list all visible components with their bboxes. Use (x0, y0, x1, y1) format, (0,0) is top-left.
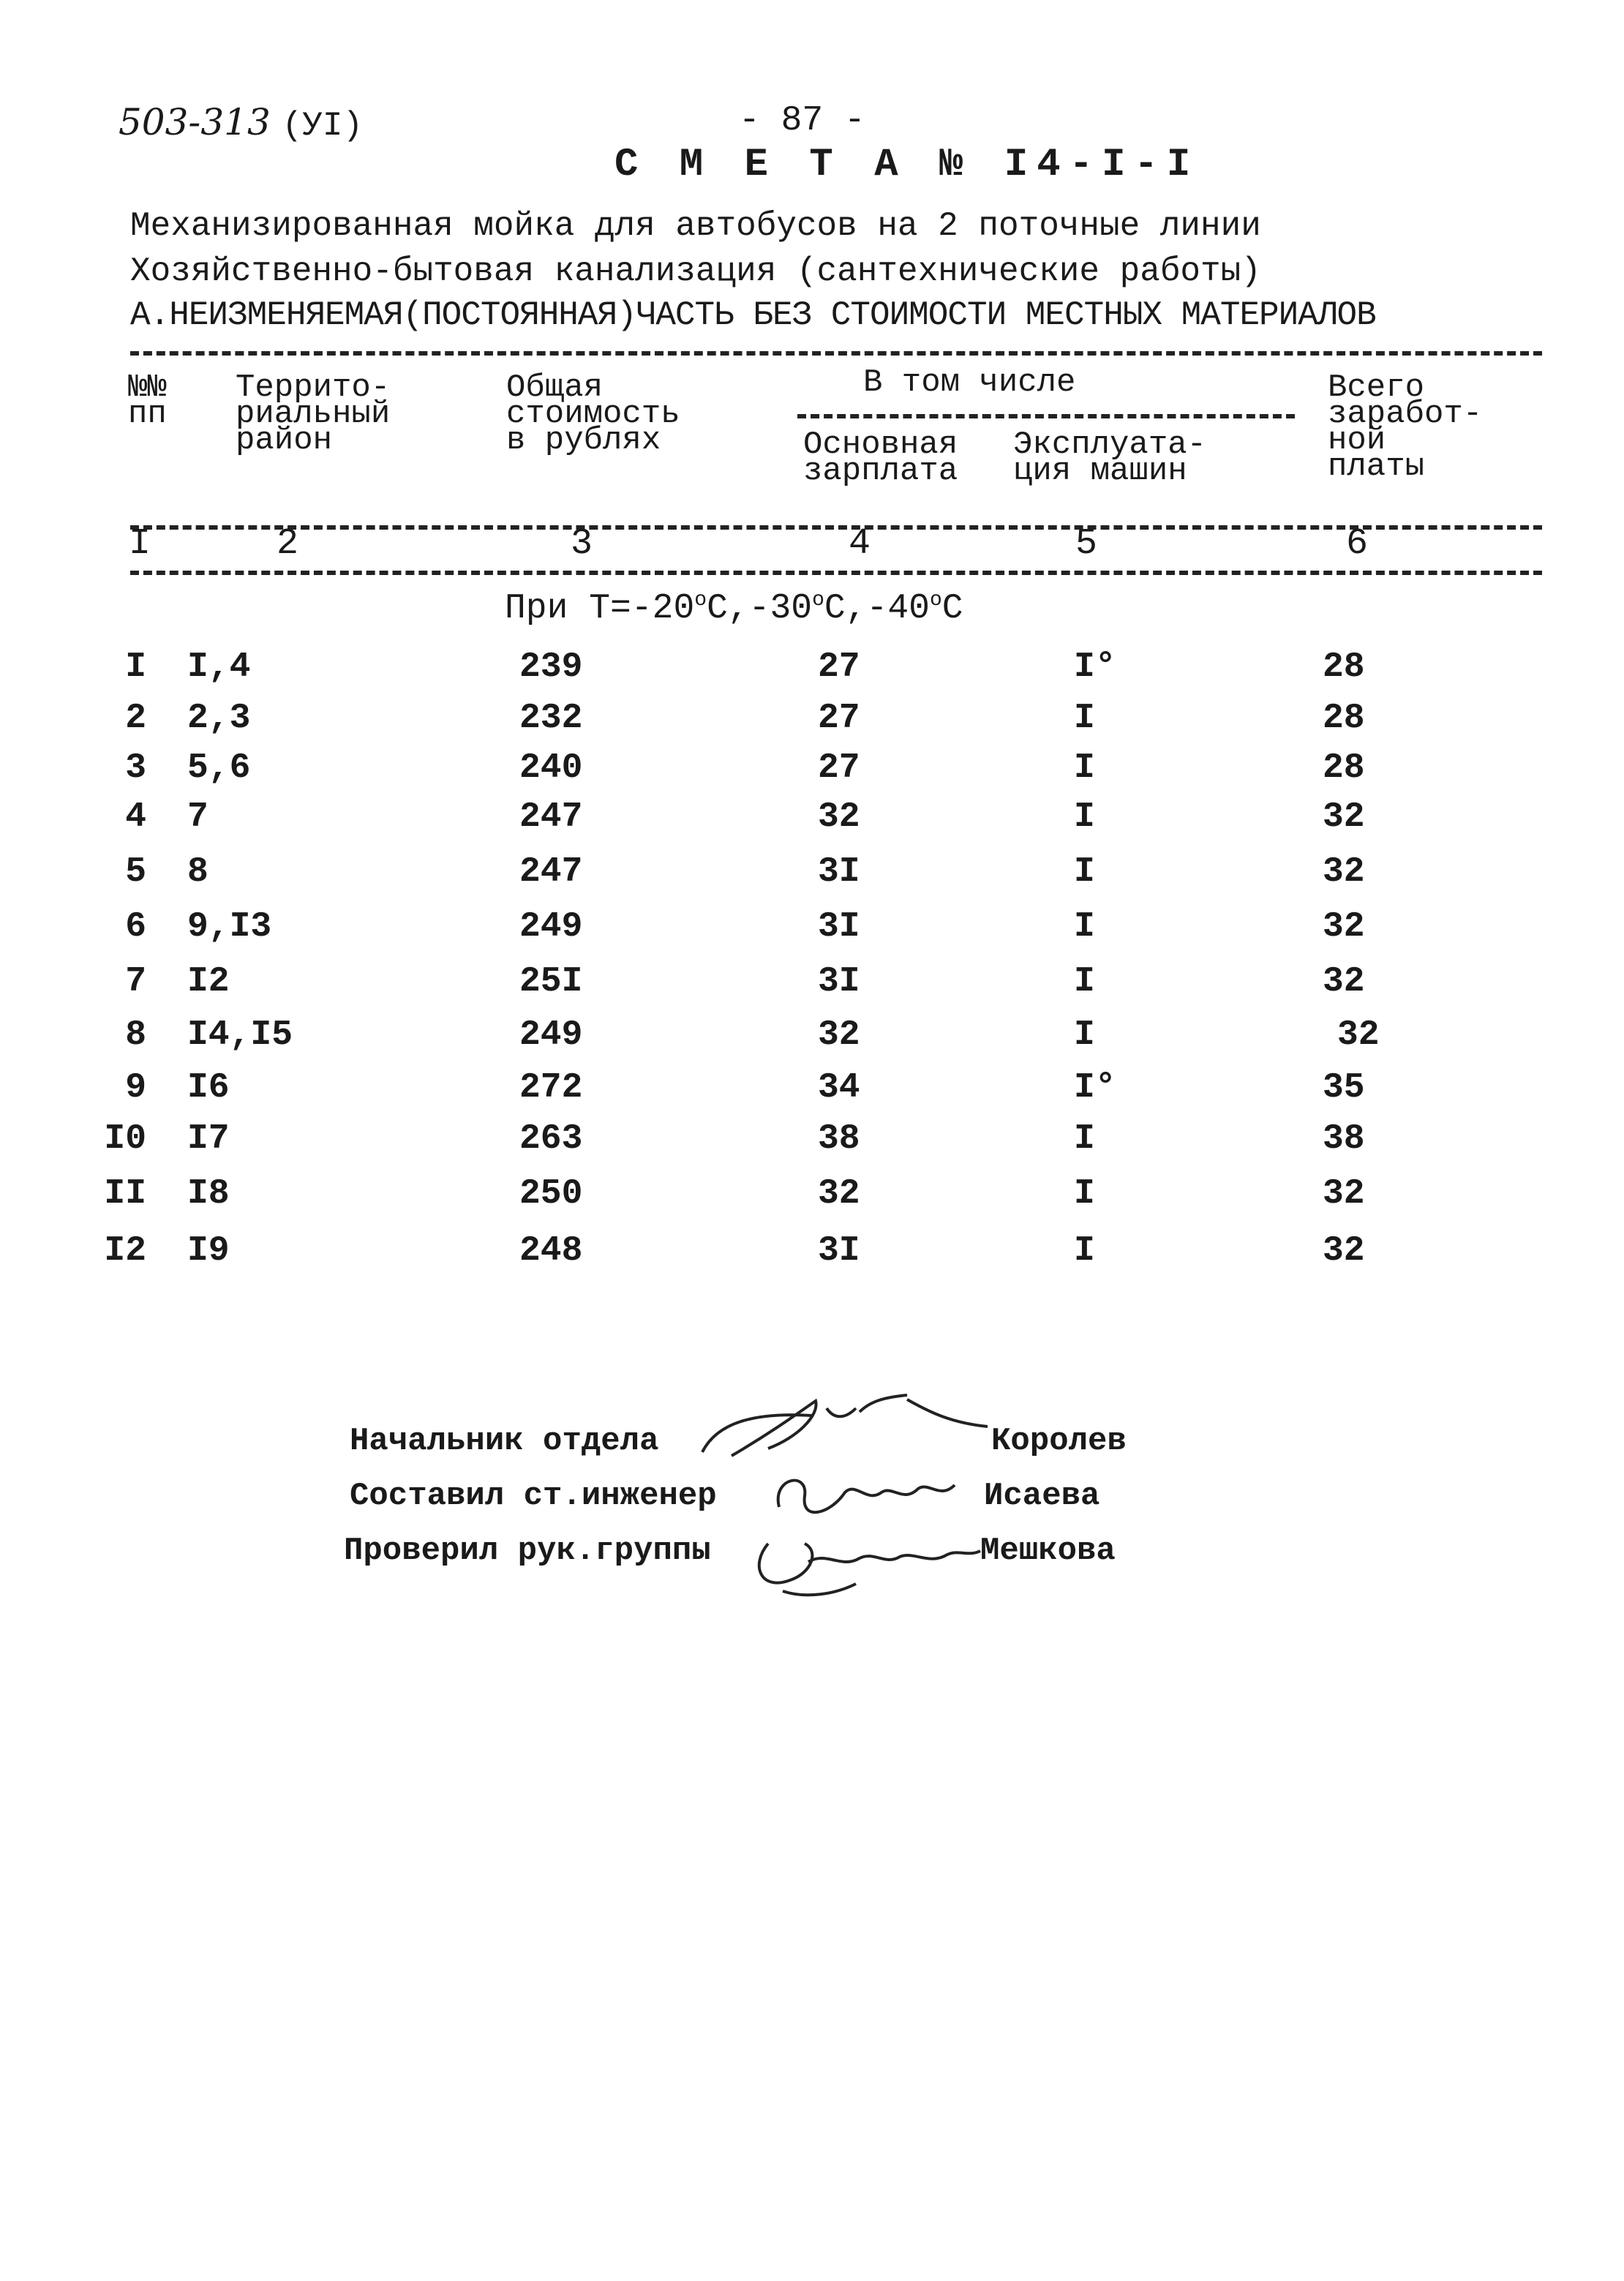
table-row (0, 1174, 1624, 1220)
signature-role-2: Составил ст.инженер (350, 1478, 717, 1514)
row-base-salary: 32 (818, 1015, 860, 1055)
row-machine-operation: I (1074, 907, 1095, 947)
description-line-2: Хозяйственно-бытовая канализация (сантехнические работы) (130, 252, 1261, 290)
row-total-cost: 272 (519, 1068, 583, 1108)
description-line-3: А.НЕИЗМЕНЯЕМАЯ(ПОСТОЯННАЯ)ЧАСТЬ БЕЗ СТОИМОСТИ МЕСТНЫХ МАТЕРИАЛОВ (130, 296, 1376, 334)
row-machine-operation: I (1074, 797, 1095, 837)
row-total-cost: 263 (519, 1119, 583, 1159)
col-number-5: 5 (1075, 523, 1098, 565)
row-territory: I6 (187, 1068, 230, 1108)
header-num: №№ пп (128, 369, 167, 432)
row-machine-operation: I (1074, 1231, 1095, 1271)
col-number-1: I (129, 523, 151, 565)
table-row (0, 852, 1624, 898)
row-base-salary: 3I (818, 852, 860, 892)
document-title: С М Е Т А № I4-I-I (614, 143, 1200, 187)
row-total-wages: 32 (1323, 962, 1365, 1002)
table-row (0, 1231, 1624, 1277)
row-total-cost: 248 (519, 1231, 583, 1271)
table-row (0, 748, 1624, 794)
row-base-salary: 3I (818, 962, 860, 1002)
row-base-salary: 3I (818, 907, 860, 947)
signature-name-3: Мешкова (980, 1533, 1116, 1569)
row-total-cost: 247 (519, 852, 583, 892)
header-base-salary: Основная зарплата (803, 426, 958, 489)
row-machine-operation: I (1074, 1119, 1095, 1159)
row-base-salary: 32 (818, 797, 860, 837)
row-num: 2 (125, 699, 146, 738)
signature-name-1: Королев (991, 1423, 1127, 1459)
row-machine-operation: I (1074, 748, 1095, 788)
row-total-wages: 32 (1323, 852, 1365, 892)
row-num: I (125, 647, 146, 687)
row-territory: 9,I3 (187, 907, 272, 947)
table-row (0, 907, 1624, 952)
row-total-cost: 25I (519, 962, 583, 1002)
header-total-cost: Общая стоимость в рублях (506, 369, 680, 459)
row-num: 4 (125, 797, 146, 837)
header-territory: Террито- риальный район (236, 369, 391, 459)
header-machine-operation: Эксплуата- ция машин (1013, 426, 1207, 489)
signature-scribble-2 (764, 1463, 984, 1529)
row-base-salary: 38 (818, 1119, 860, 1159)
row-machine-operation: I (1074, 1174, 1095, 1214)
col-number-2: 2 (277, 523, 299, 565)
document-code (119, 101, 363, 145)
row-territory: I8 (187, 1174, 230, 1214)
table-row (0, 1119, 1624, 1165)
row-total-wages: 28 (1323, 647, 1365, 687)
col-number-4: 4 (849, 523, 871, 565)
row-territory: I2 (187, 962, 230, 1002)
table-row (0, 1015, 1624, 1061)
row-territory: 5,6 (187, 748, 251, 788)
row-total-cost: 250 (519, 1174, 583, 1214)
row-num: 3 (125, 748, 146, 788)
row-territory: I9 (187, 1231, 230, 1271)
header-including: В том числе (863, 364, 1076, 401)
row-machine-operation: I (1074, 962, 1095, 1002)
row-total-cost: 247 (519, 797, 583, 837)
row-num: I2 (104, 1231, 146, 1271)
row-base-salary: 34 (818, 1068, 860, 1108)
row-machine-operation: I (1074, 699, 1095, 738)
row-num: I0 (104, 1119, 146, 1159)
row-total-wages: 35 (1323, 1068, 1365, 1108)
description-line-1: Механизированная мойка для автобусов на 2 поточные линии (130, 207, 1261, 245)
signature-scribble-3 (739, 1522, 988, 1602)
signature-name-2: Исаева (984, 1478, 1100, 1514)
subheader-rule (797, 414, 1295, 418)
row-num: 5 (125, 852, 146, 892)
table-row (0, 962, 1624, 1007)
header-total-wages: Всего заработ- ной платы (1328, 369, 1483, 485)
row-num: 9 (125, 1068, 146, 1108)
row-total-wages: 32 (1337, 1015, 1380, 1055)
row-base-salary: 32 (818, 1174, 860, 1214)
table-row (0, 647, 1624, 693)
signature-role-1: Начальник отдела (350, 1423, 659, 1459)
row-machine-operation: I (1074, 852, 1095, 892)
colnum-bottom-rule (130, 571, 1542, 575)
row-territory: 2,3 (187, 699, 251, 738)
row-total-cost: 232 (519, 699, 583, 738)
row-total-wages: 32 (1323, 797, 1365, 837)
row-total-cost: 249 (519, 1015, 583, 1055)
row-machine-operation: I (1074, 1015, 1095, 1055)
document-code-version: (УI) (282, 107, 364, 145)
row-total-wages: 28 (1323, 748, 1365, 788)
row-territory: 8 (187, 852, 208, 892)
table-row (0, 1068, 1624, 1113)
row-num: 7 (125, 962, 146, 1002)
row-num: 8 (125, 1015, 146, 1055)
row-base-salary: 27 (818, 748, 860, 788)
row-total-wages: 32 (1323, 1231, 1365, 1271)
col-number-3: 3 (571, 523, 593, 565)
table-row (0, 797, 1624, 843)
row-territory: I,4 (187, 647, 251, 687)
temperature-condition: При $Т=-20^oС,-30^oС,-40^oС$ (505, 589, 963, 628)
row-machine-operation: I° (1074, 647, 1116, 687)
row-total-cost: 240 (519, 748, 583, 788)
row-num: II (104, 1174, 146, 1214)
colnum-top-rule (130, 525, 1542, 530)
row-territory: I4,I5 (187, 1015, 293, 1055)
row-machine-operation: I° (1074, 1068, 1116, 1108)
table-row (0, 699, 1624, 744)
row-total-cost: 249 (519, 907, 583, 947)
col-number-6: 6 (1346, 523, 1369, 565)
row-territory: I7 (187, 1119, 230, 1159)
row-total-wages: 38 (1323, 1119, 1365, 1159)
row-base-salary: 27 (818, 699, 860, 738)
page-number: - 87 - (739, 101, 865, 140)
document-code-number: 503-313 (119, 101, 271, 143)
row-total-wages: 32 (1323, 907, 1365, 947)
row-num: 6 (125, 907, 146, 947)
table-top-rule (130, 351, 1542, 356)
row-total-cost: 239 (519, 647, 583, 687)
signature-role-3: Проверил рук.группы (344, 1533, 711, 1569)
row-base-salary: 3I (818, 1231, 860, 1271)
signature-scribble-1 (688, 1386, 995, 1467)
row-total-wages: 28 (1323, 699, 1365, 738)
row-total-wages: 32 (1323, 1174, 1365, 1214)
row-territory: 7 (187, 797, 208, 837)
row-base-salary: 27 (818, 647, 860, 687)
